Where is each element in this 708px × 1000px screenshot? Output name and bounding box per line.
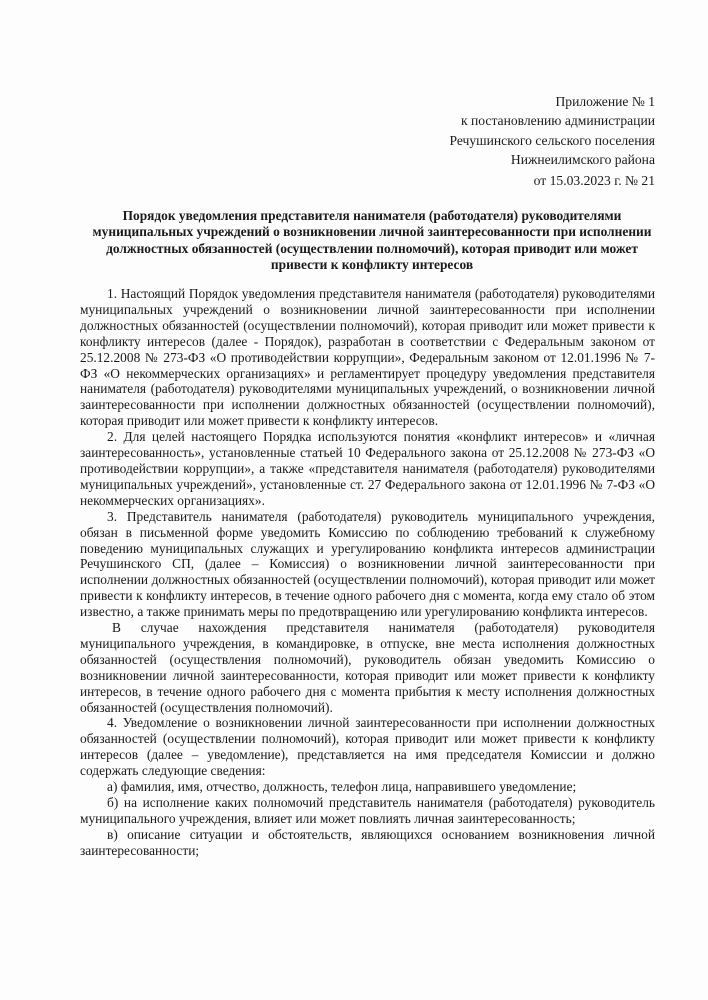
appendix-resolution: к постановлению администрации	[461, 113, 655, 129]
document-title: Порядок уведомления представителя нанимателя (работодателя) руководителями муниципальных учреждений о возникновении личной заинтересованности при исполнении должностных обязанностей (осуществлении полномочий), которая приводит или может привести к конфликту интересов	[92, 208, 652, 273]
appendix-number: Приложение № 1	[555, 94, 655, 109]
document-body	[80, 286, 655, 859]
list-item-c: в) описание ситуации и обстоятельств, являющихся основанием возникновения личной заинтересованности;	[80, 826, 655, 858]
paragraph-4: 4. Уведомление о возникновении личной заинтересованности при исполнении должностных обязанностей (осуществлении полномочий), которая приводит или может привести к конфликту интересов (далее – уведомление), представляется на имя председателя Комиссии и должно содержать следующие сведения:	[80, 715, 655, 779]
list-item-a: а) фамилия, имя, отчество, должность, телефон лица, направившего уведомление;	[107, 779, 577, 795]
paragraph-2: 2. Для целей настоящего Порядка используются понятия «конфликт интересов» и «личная заинтересованность», установленные статьей 10 Федерального закона от 25.12.2008 № 273-ФЗ «О противодействии коррупции», а также «представителя нанимателя (работодателя) руководителями муниципальных учреждений», установленные ст. 27 Федерального закона от 12.01.1996 № 7-ФЗ «О некоммерческих организациях».	[80, 429, 655, 508]
list-item-b: б) на исполнение каких полномочий представитель нанимателя (работодателя) руководитель муниципального учреждения, влияет или может повлиять личная заинтересованность;	[80, 795, 655, 826]
appendix-date: от 15.03.2023 г. № 21	[533, 173, 655, 188]
paragraph-3-continuation: В случае нахождения представителя нанимателя (работодателя) руководителя муниципального учреждения, в командировке, в отпуске, вне места исполнения должностных обязанностей (осуществления полномочий), руководитель обязан уведомить Комиссию о возникновении личной заинтересованности, которая приводит или может привести к конфликту интересов, в течение одного рабочего дня с момента прибытия к месту исполнения должностных обязанностей (осуществления полномочий).	[80, 620, 655, 715]
appendix-header	[449, 92, 655, 169]
appendix-district: Нижнеилимского района	[510, 151, 655, 167]
appendix-settlement: Речушинского сельского поселения	[449, 132, 655, 148]
paragraph-1: 1. Настоящий Порядок уведомления представителя нанимателя (работодателя) руководителями муниципальных учреждений о возникновении личной заинтересованности при исполнении должностных обязанностей (осуществлении полномочий), которая приводит или может привести к конфликту интересов (далее - Порядок), разработан в соответствии с Федеральным законом от 25.12.2008 № 273-ФЗ «О противодействии коррупции», Федеральным законом от 12.01.1996 № 7-ФЗ «О некоммерческих организациях» и регламентирует процедуру уведомления представителя нанимателя (работодателя) руководителями муниципальных учреждений, о возникновении личной заинтересованности при исполнении должностных обязанностей (осуществлении полномочий), которая приводит или может привести к конфликту интересов.	[80, 286, 655, 429]
paragraph-3: 3. Представитель нанимателя (работодателя) руководитель муниципального учреждения, обязан в письменной форме уведомить Комиссию по соблюдению требований к служебному поведению муниципальных служащих и урегулированию конфликта интересов администрации Речушинского СП, (далее – Комиссия) о возникновении личной заинтересованности при исполнении должностных обязанностей (осуществлении полномочий), которая приводит или может привести к конфликту интересов, в течение одного рабочего дня с момента, когда ему стало об этом известно, а также принимать меры по предотвращению или урегулированию конфликта интересов.	[80, 508, 655, 620]
